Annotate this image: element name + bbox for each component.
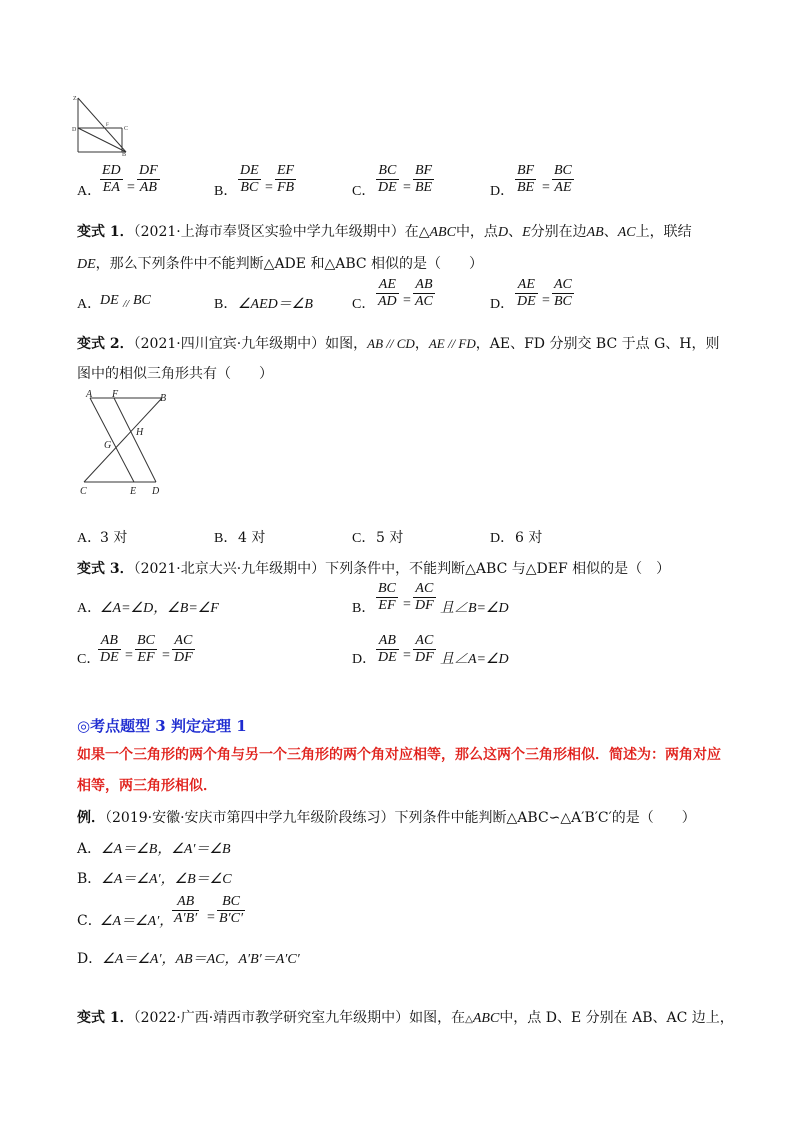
fraction: $\frac{AC}{DF}$ [415,633,434,665]
fraction: $\frac{AB}{A'B'}$ [174,894,198,926]
fraction: $\frac{AE}{AD}$ [378,277,397,309]
bs1-question: 变式 1．（2021·上海市奉贤区实验中学九年级期中）在△ABC中，点D、E分别在边AB、AC上，联结 [77,224,692,240]
fraction: $\frac{BC}{EF}$ [137,633,155,665]
example-option-a[interactable]: A．∠A＝∠B，∠A′＝∠B [77,841,231,857]
example-option-d[interactable]: D．∠A＝∠A′，AB＝AC，A′B′＝A′C′ [77,951,300,967]
fraction: $\frac{DF}{AB}$ [139,163,158,195]
fraction: $\frac{BC}{DE}$ [378,163,397,195]
fig1-label-f: F [106,123,109,128]
fraction: $\frac{AE}{DE}$ [517,277,536,309]
fraction: $\frac{BF}{BE}$ [517,163,535,195]
fraction: $\frac{AC}{DF}$ [174,633,193,665]
bs2-question: 变式 2．（2021·四川宜宾·九年级期中）如图，AB // CD，AE // FD，AE、FD 分别交 BC 于点 G、H，则 [77,336,720,352]
bs1-question-line2: DE，那么下列条件中不能判断△ADE 和△ABC 相似的是（ ） [77,256,484,272]
fig2-label-a: A [86,389,93,400]
fraction: $\frac{AC}{BC}$ [554,277,572,309]
fig1-label-b: B [122,152,127,158]
fig2-label-e: E [130,486,137,497]
fig2-label-c: C [80,486,87,497]
fraction: $\frac{BF}{BE}$ [415,163,433,195]
section-title: ◎考点题型 3 判定定理 1 [77,717,247,735]
fig1-label-c: C [124,126,129,132]
example-option-b[interactable]: B．∠A＝∠A′，∠B＝∠C [77,871,232,887]
fig2-label-d: D [152,486,160,497]
fraction: $\frac{AB}{DE}$ [100,633,119,665]
fig2-label-g: G [104,440,112,451]
fig2-label-b: B [160,393,167,404]
figure-1 [70,92,132,158]
fraction: $\frac{EF}{FB}$ [277,163,295,195]
fraction: $\frac{BC}{EF}$ [378,581,396,613]
fraction: $\frac{BC}{B'C'}$ [219,894,244,926]
rule-text-line2: 相等，两三角形相似． [77,778,217,794]
fig1-label-d: D [72,127,77,133]
example-question: 例．（2019·安徽·安庆市第四中学九年级阶段练习）下列条件中能判断△ABC∽△A′B′C′的是（ ） [77,810,696,826]
fraction: $\frac{AC}{DF}$ [415,581,434,613]
fig2-label-f: F [112,389,119,400]
bs4-question: 变式 1．（2022·广西·靖西市教学研究室九年级期中）如图，在△ABC中，点 D、E 分别在 AB、AC 边上， [77,1010,734,1026]
fraction: $\frac{DE}{BC}$ [240,163,259,195]
fraction: $\frac{AB}{AC}$ [415,277,433,309]
fig2-label-h: H [136,427,144,438]
fraction: $\frac{AB}{DE}$ [378,633,397,665]
figure-2 [76,388,176,500]
rule-text-line1: 如果一个三角形的两个角与另一个三角形的两个角对应相等，那么这两个三角形相似．简述为：两角对应 [77,747,721,763]
bs3-question: 变式 3．（2021·北京大兴·九年级期中）下列条件中，不能判断△ABC 与△DEF 相似的是（ ） [77,561,671,577]
fraction: $\frac{BC}{AE}$ [554,163,572,195]
fig1-label-z: Z [73,96,77,102]
bs2-question-line2: 图中的相似三角形共有（ ） [77,366,273,382]
fraction: $\frac{ED}{EA}$ [102,163,121,195]
